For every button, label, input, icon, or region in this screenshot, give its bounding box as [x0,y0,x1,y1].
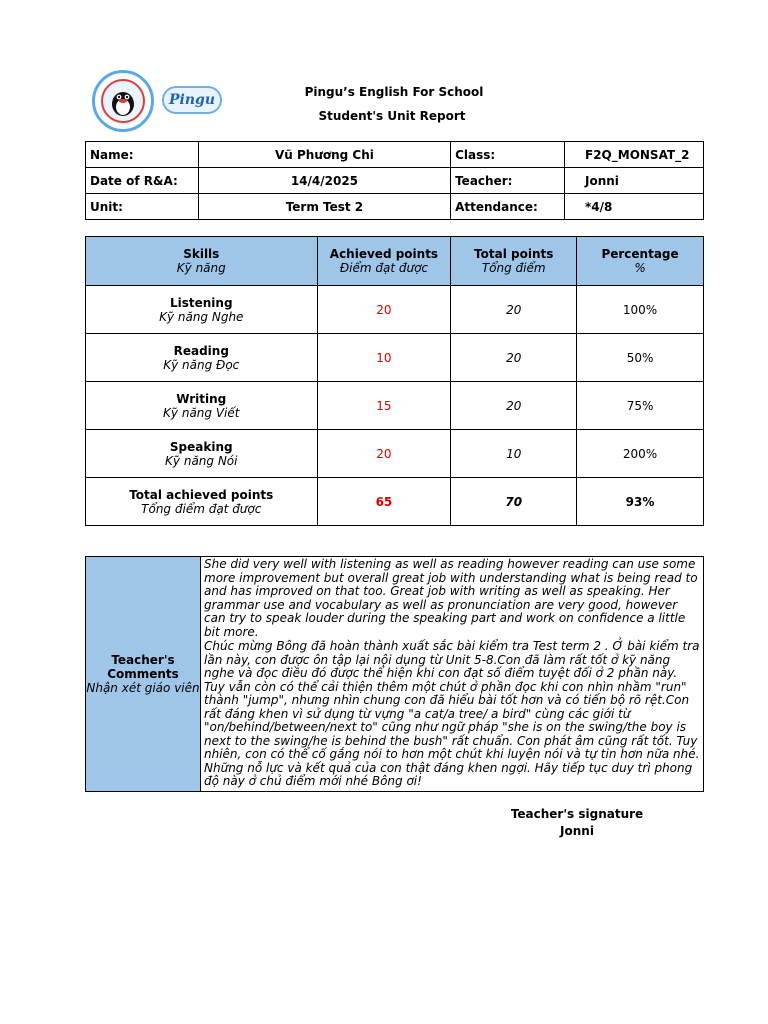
report-subtitle: Student's Unit Report [318,109,466,123]
table-row [86,382,704,430]
info-row [86,142,704,168]
signature-label: Teacher's signature [510,807,644,821]
percentage-cell: 50% [577,334,704,382]
scores-header-row [86,237,704,286]
skill-cell: Speaking Kỹ năng Nói [86,430,318,478]
unit-label: Unit: [86,194,199,220]
skill-cell: Reading Kỹ năng Đọc [86,334,318,382]
skill-cell: Listening Kỹ năng Nghe [86,286,318,334]
achieved-cell: 15 [317,382,451,430]
comment-vietnamese: Chúc mừng Bông đã hoàn thành xuất sắc bài kiểm tra Test term 2 . Ở bài kiểm tra lần này, con được ôn tập lại nội dụng từ Unit 5-8.Con đã làm rất tốt ở kỹ năng nghe và đọc điều đó được thể hiện khi con đạt số điểm tuyệt đối ở 2 phần này. Tuy vẫn còn có thể cải thiện thêm một chút ở phần đọc khi con nhìn nhầm "run" thành "jump", nhưng nhìn chung con đã hiểu bài tốt hơn và có tiến bộ rõ rệt.Con rất đáng khen vì sử dụng từ vựng "a cat/a tree/ a bird" cùng các giới từ "on/behind/between/next to" cũng như ngữ pháp "she is on the swing/the boy is next to the swing/he is behind the bush" rất chuẩn. Con phát âm cũng rất tốt. Tuy nhiên, con có thể cố gắng nói to hơn một chút khi luyện nói và tự tin hơn nữa nhé. Những nỗ lực và kết quả của con thật đáng khen ngợi. Hãy tiếp tục duy trì phong độ này ở chủ điểm mới nhé Bông ơi! [204,639,700,788]
total-cell: 20 [451,334,577,382]
name-label: Name: [86,142,199,168]
name-value: Vũ Phương Chi [198,142,450,168]
skills-header: Skills Kỹ năng [86,237,318,286]
attendance-value: *4/8 [565,194,704,220]
table-row [86,286,704,334]
total-percentage-cell: 93% [577,478,704,526]
total-cell: 20 [451,382,577,430]
percentage-header: Percentage % [577,237,704,286]
total-row [86,478,704,526]
total-cell: 10 [451,430,577,478]
comments-row [86,557,704,792]
comments-label-line1: Teacher's [111,653,175,667]
attendance-label: Attendance: [451,194,565,220]
achieved-cell: 10 [317,334,451,382]
teacher-value: Jonni [565,168,704,194]
comments-table [85,556,704,792]
class-value: F2Q_MONSAT_2 [565,142,704,168]
table-row [86,430,704,478]
scores-table [85,236,704,526]
info-row [86,168,704,194]
comments-label-line2: Comments [107,667,179,681]
percentage-cell: 100% [577,286,704,334]
achieved-cell: 20 [317,286,451,334]
school-logo [92,70,232,136]
comments-body [201,557,704,792]
unit-value: Term Test 2 [198,194,450,220]
percentage-cell: 75% [577,382,704,430]
class-label: Class: [451,142,565,168]
student-info-table [85,141,704,220]
percentage-cell: 200% [577,430,704,478]
achieved-cell: 20 [317,430,451,478]
report-title: Pingu’s English For School [304,85,484,99]
comments-label-cell [86,557,201,792]
achieved-header: Achieved points Điểm đạt được [317,237,451,286]
total-label-cell: Total achieved points Tổng điểm đạt được [86,478,318,526]
date-label: Date of R&A: [86,168,199,194]
total-achieved-cell: 65 [317,478,451,526]
teacher-label: Teacher: [451,168,565,194]
table-row [86,334,704,382]
total-header: Total points Tổng điểm [451,237,577,286]
skill-cell: Writing Kỹ năng Viết [86,382,318,430]
comments-label-vi: Nhận xét giáo viên [86,681,200,695]
info-row [86,194,704,220]
total-points-cell: 70 [451,478,577,526]
teacher-signature [490,806,664,840]
date-value: 14/4/2025 [198,168,450,194]
comment-english: She did very well with listening as well as reading however reading can use some more improvement but overall great job with understanding what is being read to and has improved on that too. Great job with writing as well as speaking. Her grammar use and vocabulary as well as pronunciation are very good, however can try to speak louder during the speaking part and work on confidence a little bit more. [204,557,698,639]
signature-name: Jonni [560,824,594,838]
total-cell: 20 [451,286,577,334]
pingu-logo: Pingu [162,86,222,114]
